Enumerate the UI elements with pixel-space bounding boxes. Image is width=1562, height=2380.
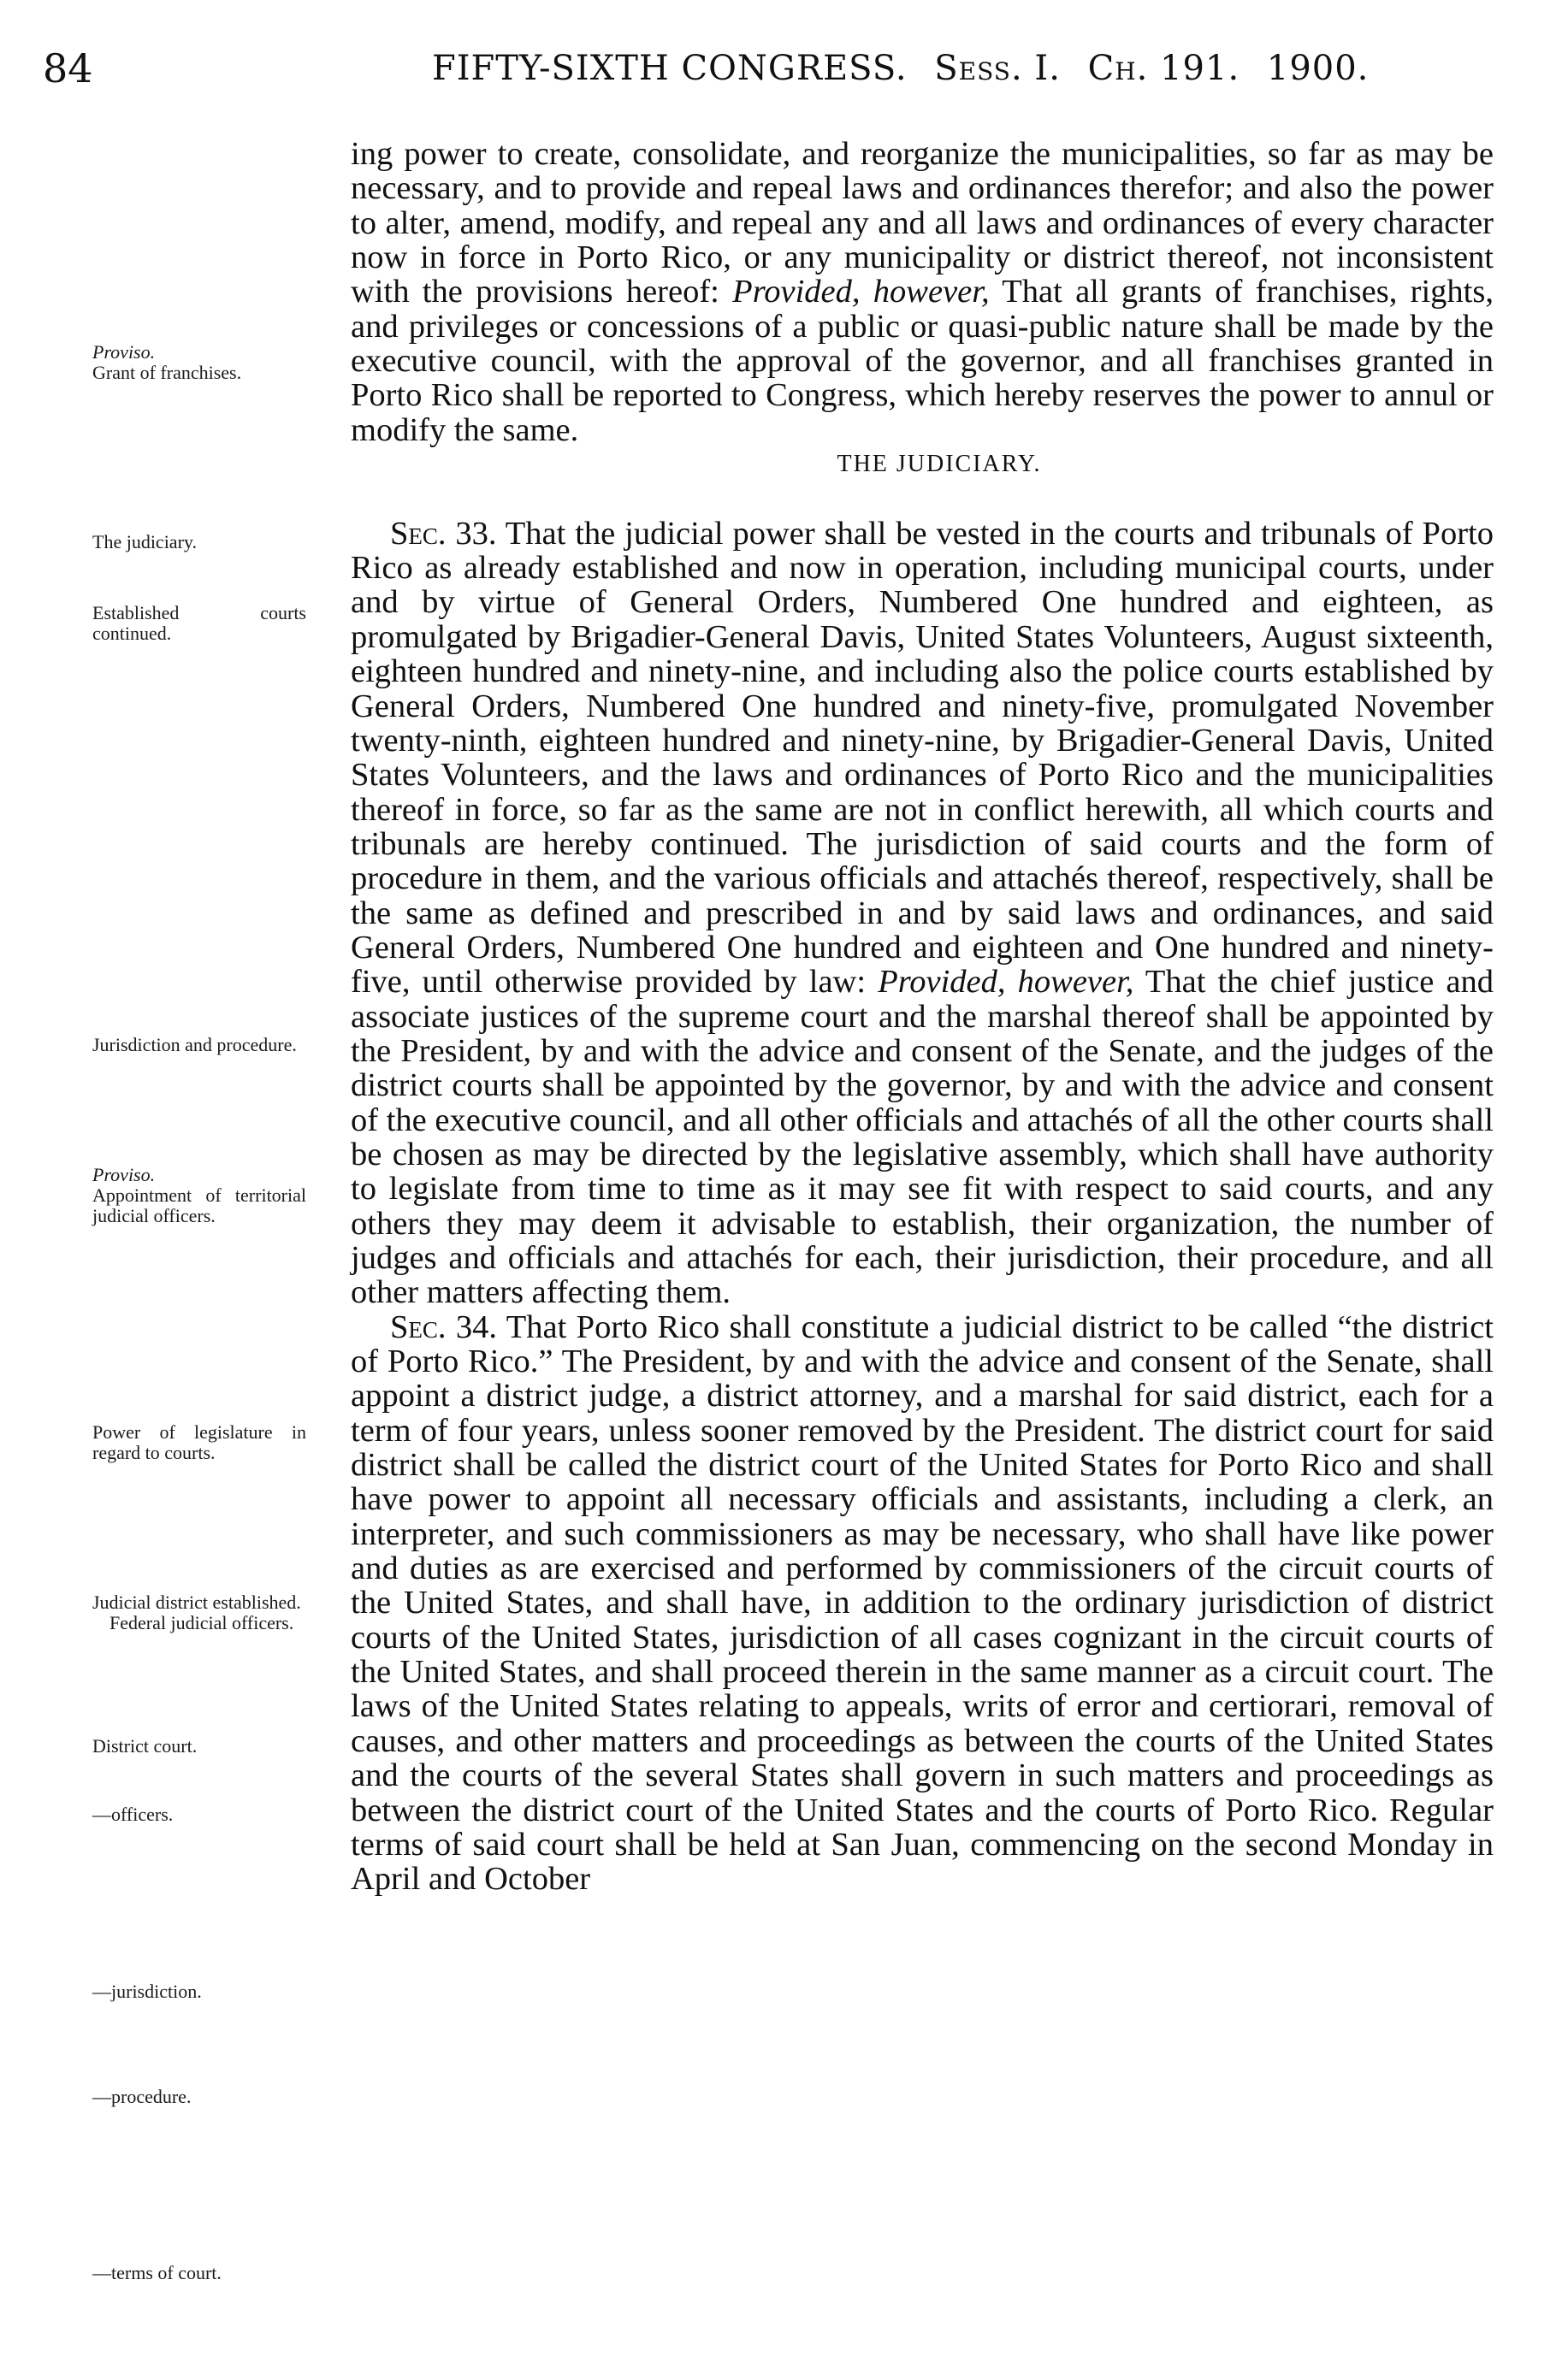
running-head <box>432 47 1369 90</box>
congress-title: FIFTY-SIXTH CONGRESS. <box>432 49 908 88</box>
margin-note-proviso-appointment <box>92 1165 306 1226</box>
margin-note-jurisdiction2: —jurisdiction. <box>92 1981 202 2002</box>
section-34 <box>351 1310 1494 1897</box>
margin-judicial-district-text: Judicial district established. <box>92 1592 301 1613</box>
margin-proviso-label: Proviso. <box>92 341 156 363</box>
margin-appointment-text: Appointment of territorial judicial officers. <box>92 1184 306 1226</box>
margin-note-established: Established courts continued. <box>92 602 306 644</box>
sec34-label: Sec. 34. <box>390 1308 498 1345</box>
margin-note-judicial-district <box>92 1592 306 1633</box>
margin-note-terms: —terms of court. <box>92 2262 222 2283</box>
margin-franchises-text: Grant of franchises. <box>92 362 242 383</box>
para1-rest: That all grants of franchises, rights, and privileges or concessions of a public or quasi-public nature shall be made by the executive council, with the approval of the governor, and all franchises granted in Porto Rico shall be reported to Congress, which hereby reserves the power to annul or modify the same. <box>351 274 1494 448</box>
margin-note-legislature: Power of legislature in regard to courts. <box>92 1421 306 1463</box>
margin-note-district-court: District court. <box>92 1735 198 1757</box>
para1-text: ing power to create, consolidate, and reorganize the municipalities, so far as may be necessary, and to provide and repeal laws and ordinances therefor; and also the power to alter, amend, modify, and repeal any and all laws and ordinances of every character now in force in Porto Rico, or any municipality or district thereof, not inconsistent with the provisions hereof: <box>351 136 1494 310</box>
margin-proviso2-label: Proviso. <box>92 1164 156 1185</box>
proviso-italic: Provided, however, <box>732 274 990 310</box>
margin-note-jurisdiction: Jurisdiction and procedure. <box>92 1034 297 1055</box>
sec34-text: That Porto Rico shall constitute a judicial district to be called “the district of Porto Rico.” The President, by and with the advice and consent of the Senate, shall appoint a district judge, a district attorney, and a marshal for said district, each for a term of four years, unless sooner removed by the President. The district court for said district shall be called the district court of the United States for Porto Rico and shall have power to appoint all necessary officials and assistants, including a clerk, an interpreter, and such commissioners as may be necessary, who shall have like power and duties as are exercised and performed by commissioners of the circuit courts of the United States, and shall have, in addition to the ordinary jurisdiction of district courts of the United States, jurisdiction of all cases cognizant in the circuit courts of the United States, and shall proceed therein in the same manner as a circuit court. The laws of the United States relating to appeals, writs of error and certiorari, removal of causes, and other matters and proceedings as between the courts of the United States and the courts of the several States shall govern in such matters and proceedings as between the district court of the United States and the courts of Porto Rico. Regular terms of said court shall be held at San Juan, commencing on the second Monday in April and October <box>351 1308 1494 1898</box>
body-text <box>351 137 1494 1897</box>
sec33-label: Sec. 33. <box>390 515 497 552</box>
margin-note-officers: —officers. <box>92 1804 174 1825</box>
year-label: 1900. <box>1266 49 1370 88</box>
margin-note-procedure: —procedure. <box>92 2086 192 2107</box>
sec33-text: That the judicial power shall be vested in the courts and tribunals of Porto Rico as already established and now in operation, including municipal courts, under and by virtue of General Orders, Numbered One hundred and eighteen, as promulgated by Brigadier-General Davis, United States Volunteers, August sixteenth, eighteen hundred and ninety-nine, and including also the police courts established by General Orders, Numbered One hundred and ninety-five, promulgated November twenty-ninth, eighteen hundred and ninety-nine, by Brigadier-General Davis, United States Volunteers, and the laws and ordinances of Porto Rico and the municipalities thereof in force, so far as the same are not in conflict herewith, all which courts and tribunals are hereby continued. The jurisdiction of said courts and the form of procedure in them, and the various officials and attachés thereof, respectively, shall be the same as defined and prescribed in and by said laws and ordinances, and said General Orders, Numbered One hundred and eighteen and One hundred and ninety-five, until otherwise provided by law: <box>351 515 1494 1001</box>
page-number: 84 <box>43 45 93 92</box>
margin-note-proviso-franchises <box>92 342 306 383</box>
section-heading-judiciary: THE JUDICIARY. <box>837 451 1042 478</box>
sec33-rest: That the chief justice and associate justices of the supreme court and the marshal thereof shall be appointed by the President, by and with the advice and consent of the Senate, and the judges of the district courts shall be appointed by the governor, by and with the advice and consent of the executive council, and all other officials and attachés of all the other courts shall be chosen as may be directed by the legislative assembly, which shall have authority to legislate from time to time as it may see fit with respect to said courts, and any others they may deem it advisable to establish, their organization, the number of judges and officials and attachés for each, their jurisdiction, their procedure, and all other matters affecting them. <box>351 964 1494 1311</box>
chapter-label: Ch. 191. <box>1087 49 1240 88</box>
margin-federal-officers-text: Federal judicial officers. <box>109 1612 294 1633</box>
margin-note-judiciary: The judiciary. <box>92 531 197 552</box>
sec33-proviso-italic: Provided, however, <box>878 964 1134 1001</box>
section-33 <box>351 517 1494 1310</box>
paragraph-continued <box>351 137 1494 447</box>
session-label: Sess. I. <box>934 49 1061 88</box>
